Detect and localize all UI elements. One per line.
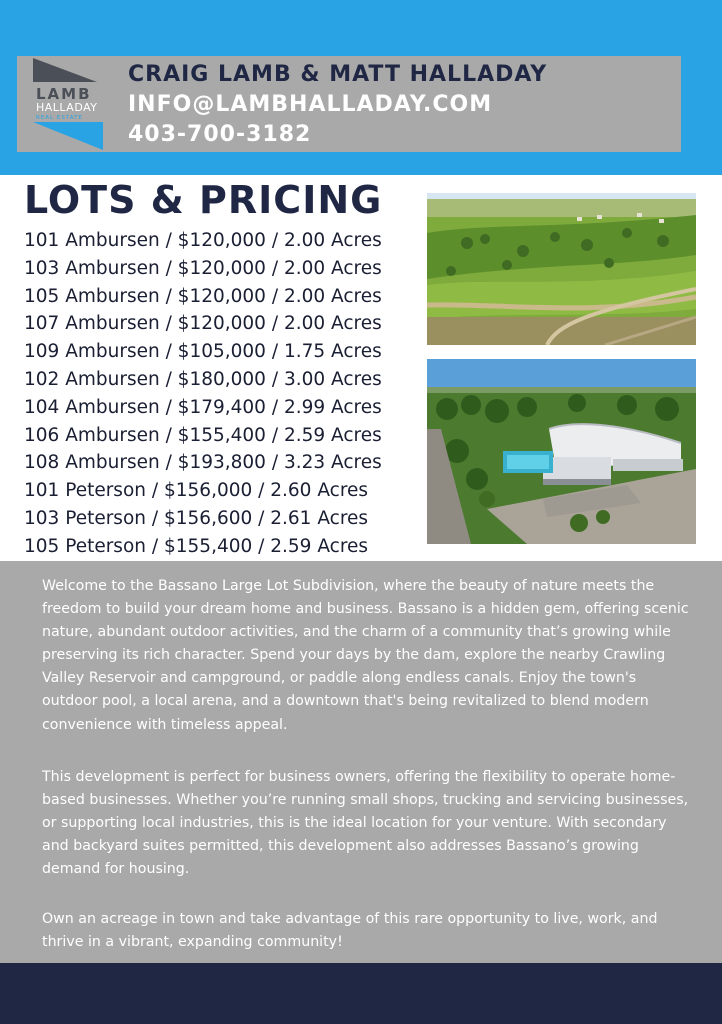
contact-email[interactable]: INFO@LAMBHALLADAY.COM — [128, 92, 493, 117]
contact-phone[interactable]: 403-700-3182 — [128, 122, 312, 147]
logo-text-real-estate: REAL ESTATE — [36, 115, 83, 121]
logo-text-lamb: LAMB — [36, 85, 92, 103]
description-panel — [0, 561, 722, 963]
description-paragraph-welcome: Welcome to the Bassano Large Lot Subdivision, where the beauty of nature meets the freedom to build your dream home and business. Bassano is a hidden gem, offering scenic nature, abundant outdoor activities, and the charm of a community that’s growing while preserving its rich character. Spend your days by the dam, explore the nearby Crawling Valley Reservoir and campground, or paddle along endless canals. Enjoy the town's outdoor pool, a local arena, and a downtown that's being revitalized to blend modern convenience with timeless appeal. — [42, 578, 689, 733]
lot-item: 109 Ambursen / $105,000 / 1.75 Acres — [24, 341, 382, 363]
description-paragraph-closing: Own an acreage in town and take advantage of this rare opportunity to live, work, and thrive in a vibrant, expanding community! — [42, 911, 658, 951]
lot-item: 101 Peterson / $156,000 / 2.60 Acres — [24, 480, 369, 502]
lot-item: 106 Ambursen / $155,400 / 2.59 Acres — [24, 424, 382, 446]
logo-bottom-shape — [33, 122, 103, 150]
aerial-photo-art — [427, 193, 696, 345]
lots-pricing-title: LOTS & PRICING — [24, 178, 383, 222]
lots-list — [24, 228, 382, 562]
logo-top-shape — [33, 58, 97, 82]
lot-item: 104 Ambursen / $179,400 / 2.99 Acres — [24, 396, 382, 418]
agent-names: CRAIG LAMB & MATT HALLADAY — [128, 62, 548, 87]
lamb-halladay-logo — [33, 58, 103, 150]
logo-text-halladay: HALLADAY — [36, 101, 98, 114]
footer-band — [0, 963, 722, 1024]
contact-header — [17, 56, 681, 152]
arena-photo-art — [427, 359, 696, 544]
lot-item: 105 Peterson / $155,400 / 2.59 Acres — [24, 535, 369, 557]
description-paragraph-business: This development is perfect for business owners, offering the flexibility to operate home-based businesses. Whether you’re running small shops, trucking and servicing businesses, or supporting local industries, this is the ideal location for your venture. With secondary and backyard suites permitted, this development also addresses Bassano’s growing demand for housing. — [42, 769, 689, 878]
aerial-subdivision-photo — [427, 193, 696, 345]
lot-item: 103 Ambursen / $120,000 / 2.00 Acres — [24, 257, 382, 279]
arena-pool-photo — [427, 359, 696, 544]
lot-item: 108 Ambursen / $193,800 / 3.23 Acres — [24, 452, 382, 474]
lot-item: 101 Ambursen / $120,000 / 2.00 Acres — [24, 230, 382, 251]
lot-item: 107 Ambursen / $120,000 / 2.00 Acres — [24, 313, 382, 335]
lot-item: 102 Ambursen / $180,000 / 3.00 Acres — [24, 368, 382, 390]
lot-item: 103 Peterson / $156,600 / 2.61 Acres — [24, 507, 369, 529]
lot-item: 105 Ambursen / $120,000 / 2.00 Acres — [24, 285, 382, 307]
